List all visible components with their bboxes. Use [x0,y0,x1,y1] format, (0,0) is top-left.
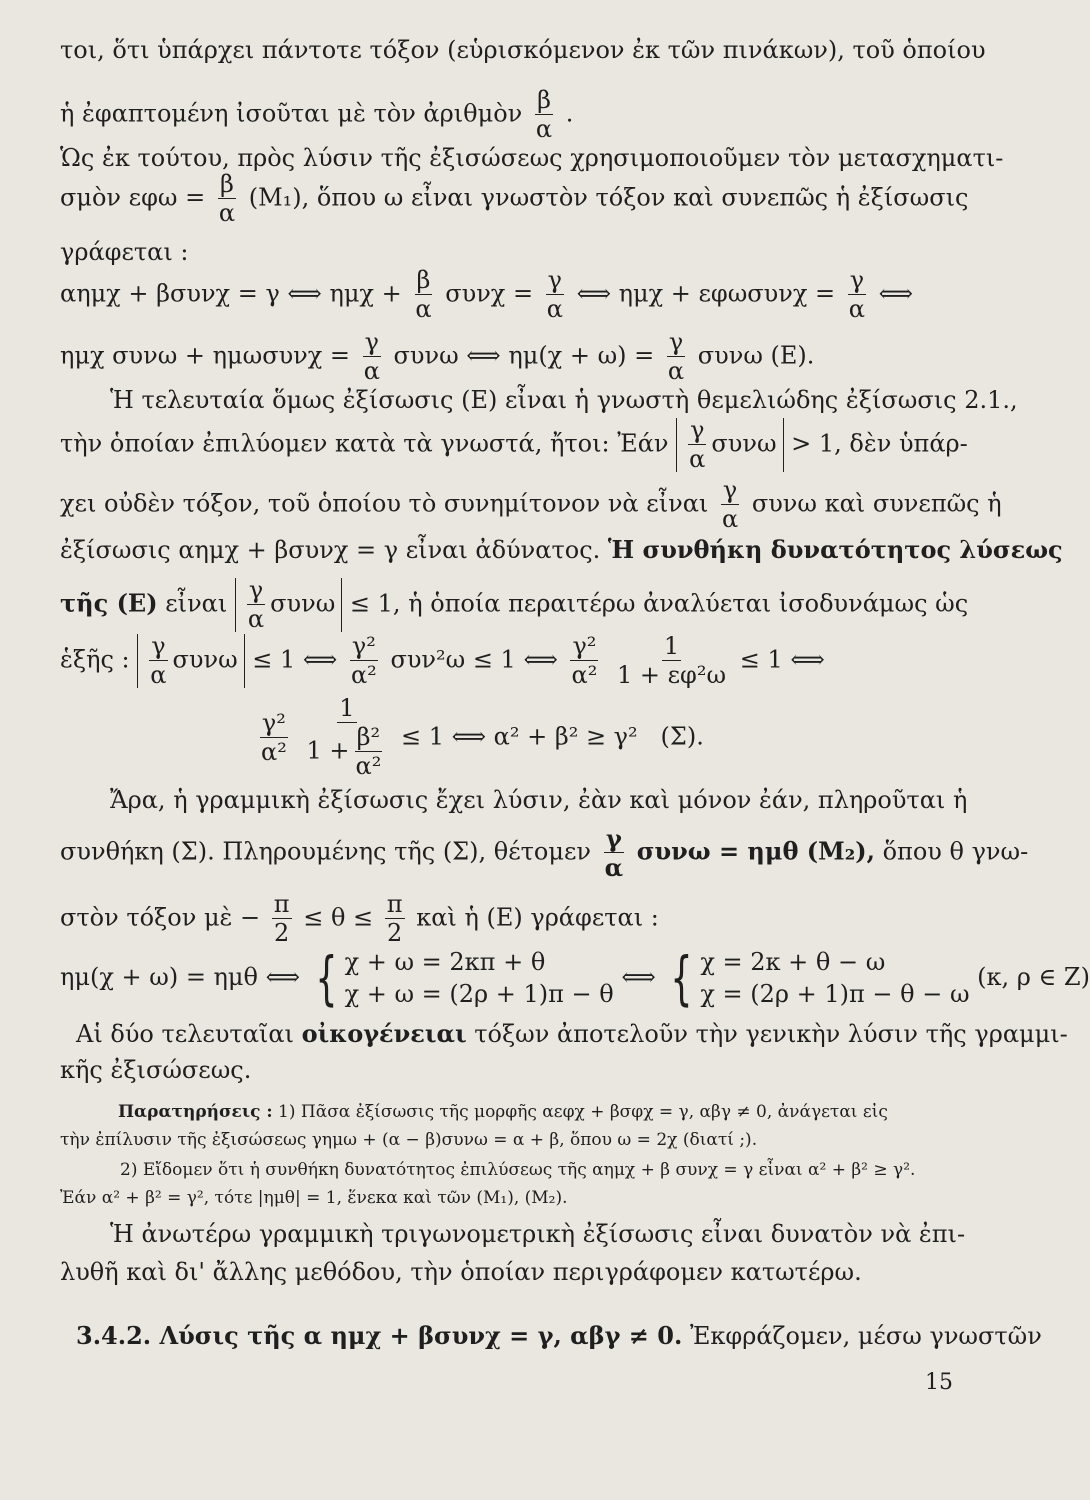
line-3: Ὡς ἐκ τούτου, πρὸς λύσιν τῆς ἐξισώσεως χρησιμοποιοῦμεν τὸν μετασχηματι- [60,144,1004,172]
eq-part: συνχ = [445,279,534,308]
denominator: 2 [274,919,290,948]
line-19-start: Αἱ δύο τελευταῖαι [76,1020,294,1048]
fraction [259,708,289,766]
fraction [615,634,728,688]
line-22: λυθῆ καὶ δι' ἄλλης μεθόδου, τὴν ὁποίαν περιγράφομεν κατωτέρω. [60,1258,862,1286]
numerator: γ² [351,632,376,660]
line-19-end: τόξων ἀποτελοῦν τὴν γενικὴν λύσιν τῆς γραμμι- [474,1020,1068,1048]
eq-part: ≤ 1 ⟺ [252,645,338,674]
line-10-end: συνω καὶ συνεπῶς ἡ [751,489,1002,518]
denominator: α [546,295,563,324]
eq-part: ≤ 1 ⟺ α² + β² ≥ γ² [400,722,638,751]
page-number: 15 [925,1370,953,1395]
fraction [847,268,867,322]
eq-part: αημχ + βσυνχ = γ ⟺ ημχ + [60,279,402,308]
system-2 [700,946,969,1011]
line-4 [60,172,968,226]
fraction [570,634,600,688]
denominator: α² [571,661,598,690]
line-21: Ἡ ἀνωτέρω γραμμικὴ τριγωνομετρικὴ ἐξίσωσις εἶναι δυνατὸν νὰ ἐπι- [110,1220,966,1248]
fraction [687,418,707,472]
numerator: γ [364,328,379,356]
denominator: α [689,445,706,474]
numerator: 1 [339,694,355,722]
line-4-end: (M₁), ὅπου ω εἶναι γνωστὸν τόξον καὶ συνεπῶς ἡ ἐξίσωσις [248,183,969,212]
denominator [304,723,389,779]
fraction [148,634,168,688]
line-17 [60,892,659,946]
line-5: γράφεται : [60,238,189,266]
eq-part: συν²ω ≤ 1 ⟺ [390,645,558,674]
system-row: χ + ω = 2κπ + θ [344,948,546,976]
fraction-b-over-a [534,88,554,142]
inner-fraction [353,725,383,779]
numerator: γ [849,266,865,294]
line-16 [60,824,1029,883]
fraction [349,634,379,688]
line-16-start: συνθήκη (Σ). Πληρουμένης τῆς (Σ), θέτομεν [60,837,591,866]
numerator: γ [547,266,562,294]
eq-part: ημ(χ + ω) = ημθ ⟺ [60,962,301,991]
numerator: β [220,170,234,198]
line-9 [60,418,968,472]
absolute-value [676,418,783,472]
line-10 [60,478,1002,532]
eq-part: ⟺ [621,962,656,991]
numerator: γ [690,416,705,444]
eq-part: συνω ⟺ ημ(χ + ω) = [393,341,655,370]
bold-phrase: οἰκογένειαι [301,1019,467,1048]
line-12-text: εἶναι [165,589,228,618]
eq-part: ημχ συνω + ημωσυνχ = [60,341,351,370]
line-11-start: ἐξίσωσις αημχ + βσυνχ = γ εἶναι ἀδύνατος. [60,536,601,564]
line-17-start: στὸν τόξον μὲ − [60,903,261,932]
fraction-g-over-a [603,824,625,883]
line-18-system [60,946,1090,1011]
system-1 [345,946,614,1011]
fraction [720,478,740,532]
note-text: 1) Πᾶσα ἐξίσωσις τῆς μορφῆς αεφχ + βσφχ = γ, αβγ ≠ 0, ἀνάγεται εἰς [278,1102,888,1122]
line-8: Ἡ τελευταία ὅμως ἐξίσωσις (E) εἶναι ἡ γνωστὴ θεμελιώδης ἐξίσωσις 2.1., [110,386,1018,414]
line-23-end: Ἐκφράζομεν, μέσω γνωστῶν [689,1322,1042,1350]
denominator: α² [261,737,287,766]
line-1: τοι, ὅτι ὑπάρχει πάντοτε τόξον (εὑρισκόμενον ἐκ τῶν πινάκων), τοῦ ὁποίου [60,36,986,64]
numerator: 1 [663,632,680,660]
numerator: γ [248,576,264,604]
line-17-end: καὶ ἡ (E) γράφεται : [416,903,659,932]
numerator: γ [668,328,684,356]
line-9-start: τὴν ὁποίαν ἐπιλύομεν κατὰ τὰ γνωστά, ἤτοι: Ἐάν [60,429,669,458]
line-20: κῆς ἐξισώσεως. [60,1056,252,1084]
line-12 [60,578,968,632]
fraction [545,268,565,322]
denominator: α [848,295,865,324]
numerator: β [537,86,551,114]
numerator: π [273,890,290,918]
denominator: α [415,295,432,324]
fraction [272,892,292,946]
eq-part: ≤ 1 ⟺ [739,645,825,674]
line-9-end: > 1, δὲν ὑπάρ- [791,429,968,458]
fraction [385,892,405,946]
denominator: α [721,505,739,534]
note-line-2: τὴν ἐπίλυσιν τῆς ἐξισώσεως γημω + (α − β)συνω = α + β, ὅπου ω = 2χ (διατί ;). [60,1130,758,1150]
line-16-end: ὅπου θ γνω- [882,837,1029,866]
eq-part: ⟺ ημχ + εφωσυνχ = [576,279,836,308]
numerator: π [386,890,403,918]
note-line-4: Ἐάν α² + β² = γ², τότε |ημθ| = 1, ἕνεκα καὶ τῶν (M₁), (M₂). [60,1188,568,1208]
numerator: β [416,266,431,294]
line-4-start: σμὸν εφω = [60,183,206,212]
bold-phrase: συνω = ημθ (M₂), [636,836,875,866]
line-12-end: ≤ 1, ἡ ὁποία περαιτέρω ἀναλύεται ἰσοδυνάμως ὡς [349,589,969,618]
denominator: α [218,199,236,228]
denominator: α [667,357,685,386]
denominator: 1 + εφ²ω [616,661,727,690]
line-2-text: ἡ ἐφαπτομένη ἰσοῦται μὲ τὸν ἀριθμὸν [60,99,523,128]
numerator: β² [356,723,381,752]
numerator: γ² [261,708,286,737]
denominator: α [363,357,380,386]
eq-part: (κ, ρ ∈ Z) [977,962,1090,991]
denominator: α² [355,752,382,781]
fraction [666,330,686,384]
line-11 [60,535,1063,564]
system-row: χ + ω = (2ρ + 1)π − θ [344,980,614,1009]
numerator: γ [151,632,166,660]
line-23 [76,1321,1042,1350]
numerator: γ [605,824,622,853]
line-6-equation [60,268,913,322]
eq-part: συνω (E). [697,341,815,370]
left-brace: { [670,944,693,1013]
denominator: α² [350,661,377,690]
numerator: γ² [572,632,597,660]
fraction-nested [304,696,389,780]
denominator: α [604,853,624,883]
left-brace: { [315,944,338,1013]
absolute-value [235,578,342,632]
absolute-value [137,634,244,688]
fraction [413,268,433,322]
line-17-mid: ≤ θ ≤ [303,903,374,932]
section-heading: 3.4.2. Λύσις τῆς α ημχ + βσυνχ = γ, αβγ ≠ 0. [76,1321,683,1350]
line-14-equation [255,696,704,780]
line-10-start: χει οὐδὲν τόξον, τοῦ ὁποίου τὸ συνημίτονον νὰ εἶναι [60,489,709,518]
line-13-equation [60,634,825,688]
denominator: α [535,115,553,144]
note-line-1 [118,1104,888,1121]
fraction [246,578,266,632]
bold-phrase: Ἡ συνθήκη δυνατότητος λύσεως [607,535,1063,564]
line-2: ἡ ἐφαπτομένη ἰσοῦται μὲ τὸν ἀριθμὸν $\frac{\beta}{\alpha}$ . [60,86,574,144]
eq-label: (Σ). [660,722,704,751]
line-19 [76,1019,1068,1048]
denominator: α [150,661,167,690]
bold-phrase: τῆς (E) [60,588,158,618]
denominator: 2 [387,919,403,948]
system-row: χ = 2κ + θ − ω [700,948,886,976]
fraction [362,330,382,384]
denominator: α [247,605,265,634]
line-7-equation [60,330,814,384]
fraction-b-over-a-m1 [217,172,237,226]
abs-text: συνω [270,589,336,618]
abs-text: συνω [172,645,238,674]
eq-part: ἑξῆς : [60,645,130,674]
note-line-3: 2) Εἴδομεν ὅτι ἡ συνθήκη δυνατότητος ἐπιλύσεως τῆς αημχ + β συνχ = γ εἶναι α² + β² ≥ γ². [120,1160,916,1180]
system-row: χ = (2ρ + 1)π − θ − ω [700,980,970,1009]
note-heading: Παρατηρήσεις : [118,1102,273,1122]
denominator-text: 1 + [306,736,350,765]
numerator: γ [722,476,738,504]
abs-text: συνω [711,429,777,458]
line-15: Ἄρα, ἡ γραμμικὴ ἐξίσωσις ἔχει λύσιν, ἐὰν καὶ μόνον ἐάν, πληροῦται ἡ [110,786,968,814]
eq-part: ⟺ [878,279,914,308]
